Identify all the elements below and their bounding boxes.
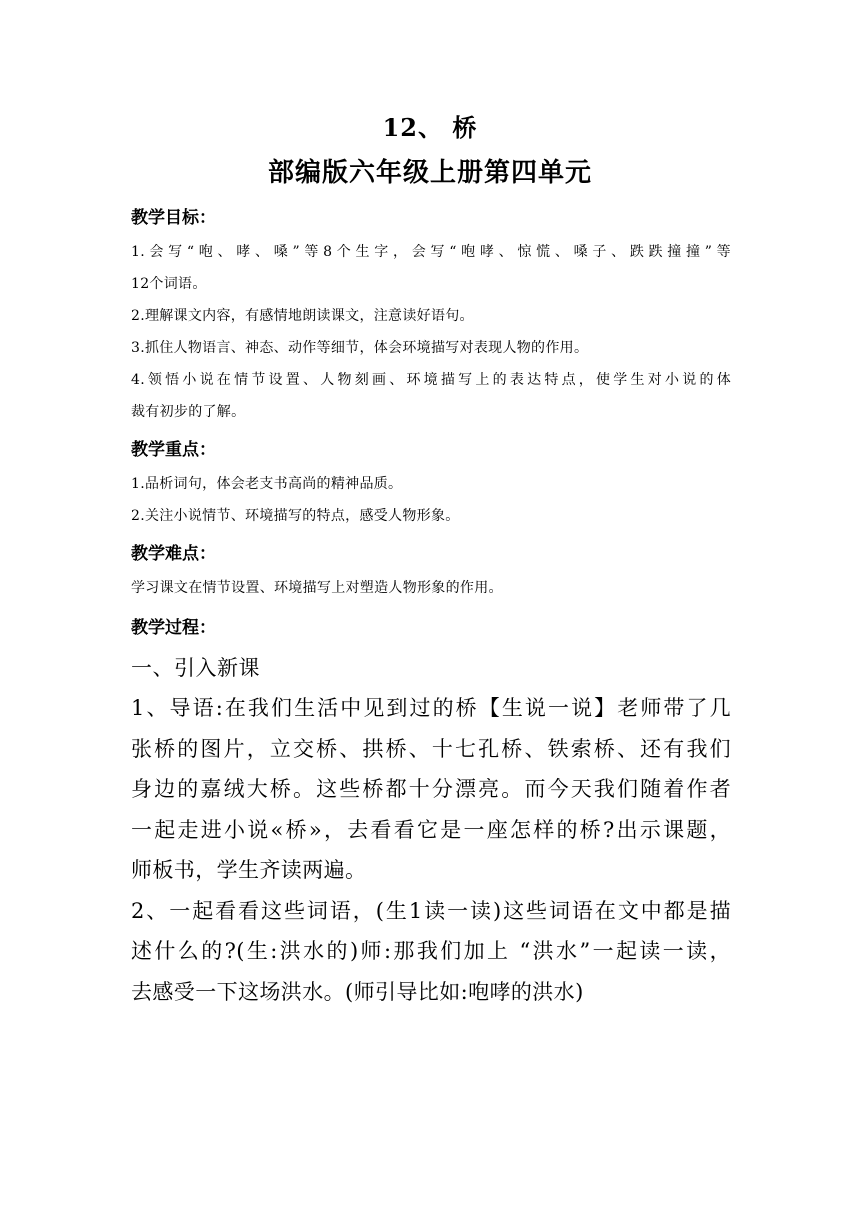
key-point-line: 2.关注小说情节、环境描写的特点，感受人物形象。 — [131, 508, 460, 524]
objective-line: 4.领悟小说在情节设置、人物刻画、环境描写上的表达特点，使学生对小说的体 — [131, 372, 731, 388]
paragraph-line: 师板书，学生齐读两遍。 — [131, 858, 367, 882]
paragraph-line: 述什么的?(生:洪水的)师:那我们加上 “洪水”一起读一读， — [131, 939, 731, 963]
objective-line: 3.抓住人物语言、神态、动作等细节，体会环境描写对表现人物的作用。 — [131, 340, 589, 356]
objectives-heading: 教学目标： — [131, 208, 216, 228]
objective-line: 12个词语。 — [131, 276, 207, 292]
difficulties-heading: 教学难点： — [131, 544, 216, 564]
key-point-line: 1.品析词句，体会老支书高尚的精神品质。 — [131, 476, 403, 492]
objective-line: 裁有初步的了解。 — [131, 404, 246, 420]
key-points-heading: 教学重点： — [131, 440, 216, 460]
paragraph-line: 身边的嘉绒大桥。这些桥都十分漂亮。而今天我们随着作者 — [131, 777, 731, 801]
paragraph-line: 1、导语:在我们生活中见到过的桥【生说一说】老师带了几 — [131, 696, 731, 720]
difficulty-line: 学习课文在情节设置、环境描写上对塑造人物形象的作用。 — [131, 580, 503, 596]
objective-line: 2.理解课文内容，有感情地朗读课文，注意读好语句。 — [131, 308, 474, 324]
paragraph-line: 一起走进小说«桥»，去看看它是一座怎样的桥?出示课题， — [131, 817, 731, 842]
paragraph-line: 张桥的图片，立交桥、拱桥、十七孔桥、铁索桥、还有我们 — [131, 736, 731, 761]
process-heading: 教学过程： — [131, 618, 216, 638]
objective-line: 1.会写“咆、哮、嗓”等8个生字，会写“咆哮、惊慌、嗓子、跌跌撞撞”等 — [131, 244, 731, 260]
paragraph-line: 去感受一下这场洪水。(师引导比如:咆哮的洪水) — [131, 979, 584, 1004]
document-title: 12、 桥 — [382, 113, 478, 142]
document-subtitle: 部编版六年级上册第四单元 — [267, 158, 592, 188]
document-body — [131, 200, 731, 1012]
section-one-title: 一、引入新课 — [131, 656, 260, 680]
paragraph-line: 2、一起看看这些词语，(生1读一读)这些词语在文中都是描 — [131, 898, 731, 923]
